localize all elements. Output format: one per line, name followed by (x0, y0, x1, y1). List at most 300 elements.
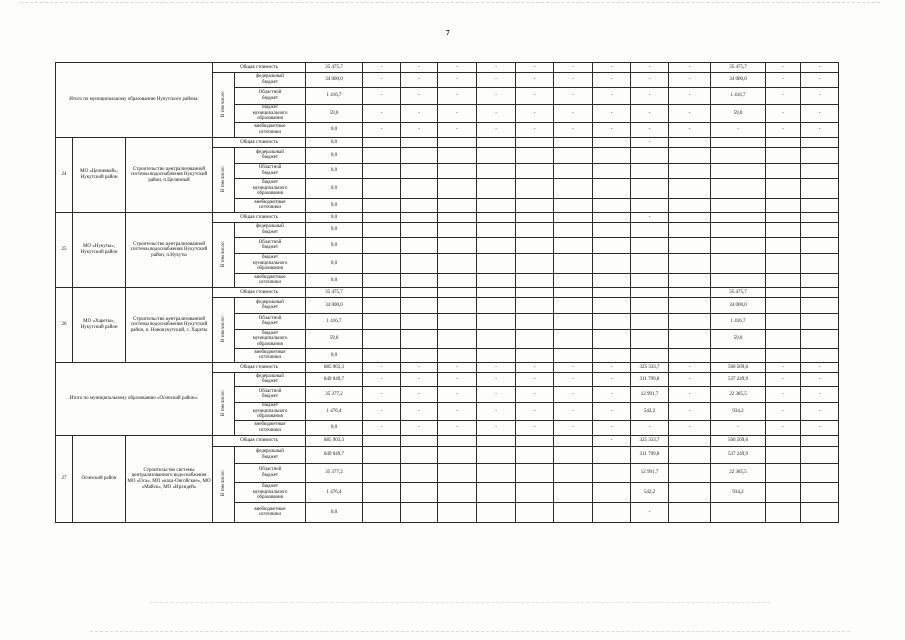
period-value (554, 436, 593, 447)
period-value (516, 254, 554, 274)
period-value (593, 238, 631, 254)
period-value (438, 298, 477, 314)
period-value (766, 349, 801, 363)
period-value: - (711, 123, 766, 138)
period-value (801, 288, 839, 298)
period-value (801, 349, 839, 363)
period-value (593, 199, 631, 213)
period-value (438, 223, 477, 238)
period-value: - (669, 387, 711, 403)
period-value (401, 330, 438, 349)
period-value (363, 503, 401, 523)
funding-source-cell (213, 363, 306, 373)
period-value (801, 274, 839, 288)
total-cost-value: 34 000,0 (306, 298, 363, 314)
period-value (554, 349, 593, 363)
period-value (554, 238, 593, 254)
period-value: - (669, 88, 711, 105)
period-value: - (801, 373, 839, 387)
period-value (401, 503, 438, 523)
period-value (516, 436, 554, 447)
funding-source-cell (213, 288, 306, 298)
period-value: - (554, 403, 593, 421)
period-value: - (631, 213, 669, 223)
municipality-cell: МО «Целинный», Нукутский район (73, 138, 126, 213)
period-value: - (438, 387, 477, 403)
period-value: - (401, 63, 438, 73)
period-value (669, 349, 711, 363)
period-value: - (438, 373, 477, 387)
period-value (669, 298, 711, 314)
row-number: 27 (56, 436, 73, 523)
period-value (711, 223, 766, 238)
period-value: - (593, 105, 631, 123)
period-value: - (363, 73, 401, 88)
period-value (801, 238, 839, 254)
total-cost-row (56, 63, 839, 73)
total-cost-value: 1 476,4 (306, 403, 363, 421)
period-value (711, 254, 766, 274)
total-cost-value: 1 416,7 (306, 314, 363, 330)
period-value: 59,0 (711, 105, 766, 123)
period-value (766, 138, 801, 148)
period-value: - (477, 387, 516, 403)
period-value: - (516, 63, 554, 73)
period-value (363, 254, 401, 274)
period-value (477, 349, 516, 363)
row-number: 24 (56, 138, 73, 213)
funding-source-cell (235, 223, 306, 238)
period-value (363, 213, 401, 223)
period-value: - (766, 421, 801, 436)
period-value (401, 148, 438, 164)
period-value (554, 148, 593, 164)
page-number: 7 (446, 28, 450, 37)
period-value (477, 314, 516, 330)
period-value (766, 148, 801, 164)
period-value: - (554, 373, 593, 387)
period-value: 934,2 (711, 403, 766, 421)
period-value: 325 333,7 (631, 436, 669, 447)
period-value (801, 314, 839, 330)
period-value (593, 274, 631, 288)
total-cost-value: 0,0 (306, 148, 363, 164)
period-value (669, 314, 711, 330)
period-value: - (669, 421, 711, 436)
period-value (766, 483, 801, 503)
funding-source-label: бюджет муниципального образования (252, 255, 288, 272)
municipality-cell: Осинский район (73, 436, 126, 523)
period-value (669, 238, 711, 254)
funding-source-cell (235, 105, 306, 123)
period-value (438, 464, 477, 483)
period-value: - (516, 421, 554, 436)
period-value (766, 503, 801, 523)
period-value (801, 330, 839, 349)
total-cost-value: 0,0 (306, 164, 363, 179)
project-cell: Строительство централизованной системы водоснабжения Нукутский район, п.Нукуты (126, 213, 213, 288)
period-value: - (801, 63, 839, 73)
period-value (554, 274, 593, 288)
period-value (669, 288, 711, 298)
period-value (669, 179, 711, 199)
period-value: - (516, 363, 554, 373)
period-value (438, 213, 477, 223)
period-value: 59,0 (711, 330, 766, 349)
period-value (593, 288, 631, 298)
period-value: - (631, 138, 669, 148)
period-value: - (554, 88, 593, 105)
period-value (593, 483, 631, 503)
period-value (669, 223, 711, 238)
period-value: - (438, 403, 477, 421)
period-value (477, 288, 516, 298)
period-value (711, 148, 766, 164)
total-cost-row (56, 436, 839, 447)
period-value (766, 213, 801, 223)
funding-source-cell (213, 63, 306, 73)
period-value (631, 179, 669, 199)
period-value: 12 991,7 (631, 464, 669, 483)
period-value: - (593, 123, 631, 138)
period-value (363, 148, 401, 164)
period-value: - (593, 373, 631, 387)
period-value (401, 274, 438, 288)
period-value: - (516, 123, 554, 138)
period-value (593, 213, 631, 223)
period-value (766, 314, 801, 330)
period-value (766, 436, 801, 447)
funding-source-label: бюджет муниципального образования (252, 330, 288, 347)
period-value (766, 298, 801, 314)
period-value (401, 238, 438, 254)
period-value: - (766, 387, 801, 403)
period-value (401, 447, 438, 464)
funding-source-cell (235, 447, 306, 464)
period-value (801, 179, 839, 199)
funding-source-cell (213, 138, 306, 148)
section-total-title: Итого по муниципальному образованию «Осинский район»: (56, 363, 213, 436)
total-cost-value: 0,0 (306, 223, 363, 238)
period-value (401, 288, 438, 298)
period-value (593, 164, 631, 179)
funding-source-cell (235, 373, 306, 387)
period-value (438, 314, 477, 330)
period-value (801, 447, 839, 464)
period-value: - (401, 403, 438, 421)
period-value: - (516, 387, 554, 403)
period-value (477, 254, 516, 274)
total-cost-value: 34 000,0 (306, 73, 363, 88)
period-value (593, 464, 631, 483)
period-value (516, 179, 554, 199)
period-value: - (711, 421, 766, 436)
period-value: - (669, 63, 711, 73)
period-value: 35 475,7 (711, 288, 766, 298)
period-value (477, 223, 516, 238)
including-cell (213, 298, 235, 363)
period-value: 12 991,7 (631, 387, 669, 403)
period-value (593, 447, 631, 464)
period-value (631, 314, 669, 330)
period-value (711, 138, 766, 148)
period-value: - (593, 387, 631, 403)
period-value (554, 138, 593, 148)
period-value: 34 000,0 (711, 298, 766, 314)
funding-source-label: федеральный бюджет (256, 224, 284, 235)
total-cost-value: 35 475,7 (306, 63, 363, 73)
period-value (401, 179, 438, 199)
period-value: 537 249,9 (711, 373, 766, 387)
period-value (401, 199, 438, 213)
total-cost-value: 35 475,7 (306, 288, 363, 298)
period-value (363, 199, 401, 213)
funding-source-label: бюджет муниципального образования (252, 105, 288, 122)
period-value (516, 238, 554, 254)
funding-source-cell (235, 148, 306, 164)
period-value (593, 314, 631, 330)
period-value (669, 138, 711, 148)
funding-source-label: внебюджетные источники (254, 422, 286, 433)
period-value (477, 503, 516, 523)
row-number: 25 (56, 213, 73, 288)
including-label: В том числе: (220, 315, 226, 342)
period-value (477, 274, 516, 288)
including-label: В том числе: (220, 90, 226, 117)
period-value: 934,2 (711, 483, 766, 503)
period-value (363, 314, 401, 330)
period-value (801, 199, 839, 213)
period-value (363, 223, 401, 238)
period-value: 542,2 (631, 483, 669, 503)
period-value: 537 249,9 (711, 447, 766, 464)
period-value: - (401, 73, 438, 88)
period-value: - (801, 88, 839, 105)
total-cost-value: 59,0 (306, 330, 363, 349)
period-value: 311 799,8 (631, 373, 669, 387)
period-value (593, 223, 631, 238)
total-cost-value: 0,0 (306, 274, 363, 288)
period-value (516, 223, 554, 238)
period-value: - (554, 421, 593, 436)
period-value: - (593, 403, 631, 421)
period-value (554, 483, 593, 503)
funding-source-label: бюджет муниципального образования (252, 484, 288, 501)
funding-source-cell (235, 199, 306, 213)
total-cost-value: 59,0 (306, 105, 363, 123)
period-value (711, 179, 766, 199)
total-cost-label: Общая стоимость (240, 364, 278, 370)
funding-source-label: федеральный бюджет (256, 449, 284, 460)
including-cell (213, 223, 235, 288)
period-value (438, 288, 477, 298)
period-value: - (631, 123, 669, 138)
period-value (669, 164, 711, 179)
period-value: - (477, 403, 516, 421)
period-value: - (477, 88, 516, 105)
period-value: - (801, 105, 839, 123)
period-value (669, 330, 711, 349)
period-value (516, 349, 554, 363)
period-value (516, 298, 554, 314)
period-value (477, 148, 516, 164)
including-cell (213, 373, 235, 436)
period-value: - (363, 363, 401, 373)
period-value: - (631, 421, 669, 436)
period-value (711, 349, 766, 363)
total-cost-label: Общая стоимость (240, 139, 278, 145)
funding-source-cell (235, 349, 306, 363)
period-value (801, 503, 839, 523)
period-value: - (438, 105, 477, 123)
period-value: - (669, 73, 711, 88)
period-value: - (631, 73, 669, 88)
period-value: - (801, 403, 839, 421)
period-value: - (438, 363, 477, 373)
period-value (477, 436, 516, 447)
period-value: 1 416,7 (711, 314, 766, 330)
period-value: - (766, 403, 801, 421)
period-value: - (401, 123, 438, 138)
period-value (438, 274, 477, 288)
period-value: - (477, 421, 516, 436)
total-cost-value: 0,0 (306, 179, 363, 199)
including-label: В том числе: (220, 165, 226, 192)
period-value (631, 330, 669, 349)
period-value (401, 138, 438, 148)
period-value: - (593, 63, 631, 73)
period-value (631, 199, 669, 213)
period-value (554, 298, 593, 314)
period-value: - (401, 88, 438, 105)
period-value (766, 238, 801, 254)
period-value (363, 274, 401, 288)
total-cost-value: 0,0 (306, 199, 363, 213)
period-value (631, 274, 669, 288)
period-value: - (477, 105, 516, 123)
period-value (631, 349, 669, 363)
funding-source-label: внебюджетные источники (254, 124, 286, 135)
period-value (631, 288, 669, 298)
period-value: - (401, 421, 438, 436)
period-value (401, 298, 438, 314)
total-cost-row (56, 138, 839, 148)
including-label: В том числе: (220, 240, 226, 267)
funding-source-cell (235, 123, 306, 138)
period-value (669, 503, 711, 523)
period-value: 560 569,6 (711, 436, 766, 447)
period-value: - (516, 88, 554, 105)
period-value: 1 416,7 (711, 88, 766, 105)
including-label: В том числе: (220, 389, 226, 416)
period-value (477, 138, 516, 148)
row-number: 26 (56, 288, 73, 363)
period-value (631, 148, 669, 164)
period-value: - (438, 73, 477, 88)
funding-source-cell (235, 403, 306, 421)
period-value: 311 799,8 (631, 447, 669, 464)
period-value: - (593, 421, 631, 436)
period-value (801, 164, 839, 179)
period-value: - (669, 123, 711, 138)
period-value: - (477, 73, 516, 88)
total-cost-value: 0,0 (306, 123, 363, 138)
period-value (401, 213, 438, 223)
period-value: - (363, 373, 401, 387)
period-value (438, 238, 477, 254)
period-value (477, 447, 516, 464)
period-value: - (477, 373, 516, 387)
period-value (516, 148, 554, 164)
period-value: - (516, 105, 554, 123)
period-value (711, 503, 766, 523)
period-value (477, 483, 516, 503)
period-value (554, 199, 593, 213)
period-value (801, 483, 839, 503)
total-cost-label: Общая стоимость (240, 214, 278, 220)
period-value (477, 199, 516, 213)
funding-source-label: бюджет муниципального образования (252, 180, 288, 197)
funding-source-label: Областной бюджет (258, 165, 282, 176)
funding-source-cell (235, 387, 306, 403)
funding-source-label: Областной бюджет (258, 239, 282, 251)
period-value (631, 254, 669, 274)
period-value (801, 464, 839, 483)
period-value (477, 213, 516, 223)
including-cell (213, 148, 235, 213)
total-cost-value: 0,0 (306, 138, 363, 148)
period-value: 325 333,7 (631, 363, 669, 373)
period-value (516, 164, 554, 179)
period-value (766, 179, 801, 199)
period-value (363, 288, 401, 298)
period-value: - (516, 373, 554, 387)
period-value (401, 314, 438, 330)
funding-source-label: внебюджетные источники (254, 274, 286, 286)
period-value (516, 213, 554, 223)
period-value: 35 475,7 (711, 63, 766, 73)
period-value (363, 464, 401, 483)
period-value (711, 213, 766, 223)
scan-artifact-line (20, 2, 880, 3)
period-value (477, 298, 516, 314)
period-value: - (669, 403, 711, 421)
funding-source-cell (235, 179, 306, 199)
period-value: - (801, 387, 839, 403)
period-value (593, 330, 631, 349)
period-value: - (401, 387, 438, 403)
period-value (669, 254, 711, 274)
period-value: - (669, 373, 711, 387)
period-value (363, 447, 401, 464)
period-value (711, 164, 766, 179)
period-value: - (477, 63, 516, 73)
period-value (363, 298, 401, 314)
period-value (801, 436, 839, 447)
period-value: - (363, 421, 401, 436)
period-value: - (766, 363, 801, 373)
period-value (554, 288, 593, 298)
period-value: - (363, 387, 401, 403)
period-value (801, 298, 839, 314)
period-value (477, 464, 516, 483)
period-value (554, 447, 593, 464)
period-value: 22 385,5 (711, 464, 766, 483)
period-value (766, 464, 801, 483)
period-value: - (631, 105, 669, 123)
period-value (438, 503, 477, 523)
period-value (438, 199, 477, 213)
